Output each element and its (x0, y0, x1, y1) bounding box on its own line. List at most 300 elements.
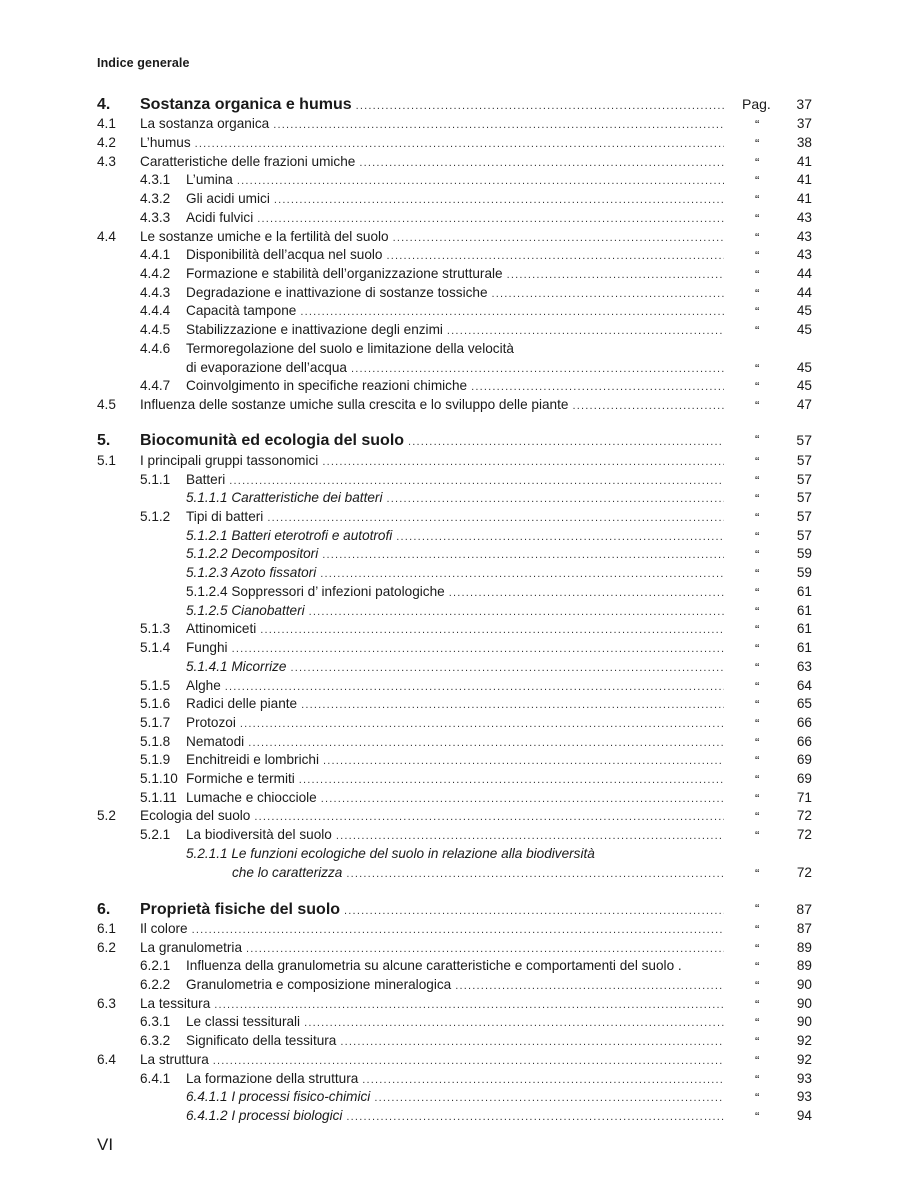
dot-leader (256, 624, 724, 636)
page-number-ref: 71 (796, 790, 812, 805)
section-number: 6.2 (97, 940, 116, 955)
dot-leader (352, 100, 724, 112)
ditto-mark: “ (755, 772, 760, 787)
dot-leader (358, 1074, 724, 1086)
ditto-mark: “ (755, 828, 760, 843)
ditto-mark: “ (755, 922, 760, 937)
ditto-mark: “ (755, 192, 760, 207)
toc-entry[interactable] (0, 135, 904, 154)
section-number: 6.3.2 (140, 1033, 171, 1048)
dot-leader (228, 643, 724, 655)
section-title: Significato della tessitura (186, 1033, 337, 1048)
toc-entry[interactable] (0, 528, 904, 547)
section-title: Funghi (186, 640, 228, 655)
page-number-ref: 90 (796, 1014, 812, 1029)
section-title: Biocomunità ed ecologia del suolo (140, 432, 405, 449)
page-number-ref: 59 (796, 546, 812, 561)
ditto-mark: “ (755, 697, 760, 712)
dot-leader (340, 905, 724, 917)
page-number-ref: 72 (796, 808, 812, 823)
page-number-ref: 93 (796, 1089, 812, 1104)
dot-leader (242, 943, 724, 955)
dot-leader (404, 436, 724, 448)
ditto-mark: “ (755, 791, 760, 806)
section-title: 5.1.2.5 Cianobatteri (186, 603, 305, 618)
section-number: 6. (97, 901, 111, 918)
page-number-ref: 61 (796, 603, 812, 618)
section-title: 5.2.1.1 Le funzioni ecologiche del suolo in relazione alla biodiversità (186, 846, 595, 861)
ditto-mark: “ (755, 491, 760, 506)
toc-entry[interactable] (0, 977, 904, 996)
page-number-ref: 57 (796, 432, 812, 448)
dot-leader (188, 924, 724, 936)
section-title: 6.4.1.1 I processi fisico-chimici (186, 1089, 371, 1104)
section-number: 5.1.3 (140, 621, 171, 636)
section-title: Capacità tampone (186, 303, 297, 318)
section-number: 6.3.1 (140, 1014, 171, 1029)
section-number: 5. (97, 432, 111, 449)
ditto-mark: “ (755, 660, 760, 675)
toc-entry[interactable] (0, 172, 904, 191)
page-number-ref: 69 (796, 771, 812, 786)
ditto-mark: “ (755, 136, 760, 151)
dot-leader (316, 568, 724, 580)
page-number-ref: 64 (796, 678, 812, 693)
page-number-ref: 45 (796, 303, 812, 318)
section-title: Influenza delle sostanze umiche sulla crescita e lo sviluppo delle piante (140, 397, 569, 412)
section-number: 6.4.1 (140, 1071, 171, 1086)
ditto-mark: “ (755, 304, 760, 319)
dot-leader (233, 175, 724, 187)
page-number-ref: 44 (796, 285, 812, 300)
page-number-ref: 90 (796, 996, 812, 1011)
toc-entry[interactable] (0, 715, 904, 734)
dot-leader (319, 755, 724, 767)
toc-entry[interactable] (0, 285, 904, 304)
ditto-mark: “ (755, 1109, 760, 1124)
dot-leader (370, 1092, 724, 1104)
running-header: Indice generale (97, 56, 190, 70)
section-number: 5.1.7 (140, 715, 171, 730)
dot-leader (269, 119, 724, 131)
dot-leader (382, 493, 724, 505)
dot-leader (221, 681, 724, 693)
section-title: di evaporazione dell’acqua (186, 360, 347, 375)
ditto-mark: “ (755, 622, 760, 637)
toc-entry[interactable] (0, 509, 904, 528)
ditto-mark: “ (755, 1034, 760, 1049)
dot-leader (347, 363, 724, 375)
page-abbrev-label: Pag. (742, 96, 771, 112)
toc-entry[interactable] (0, 696, 904, 715)
toc-entry[interactable] (0, 921, 904, 940)
section-title: Radici delle piante (186, 696, 298, 711)
dot-leader (336, 1036, 724, 1048)
dot-leader (263, 512, 724, 524)
page-number-ref: 92 (796, 1052, 812, 1067)
page-number-ref: 61 (796, 640, 812, 655)
toc-entry[interactable] (0, 958, 904, 977)
page-number-ref: 38 (796, 135, 812, 150)
section-title: Il colore (140, 921, 188, 936)
page-number-ref: 43 (796, 229, 812, 244)
toc-entry[interactable] (0, 565, 904, 584)
toc-entry[interactable] (0, 322, 904, 341)
section-number: 5.1.2 (140, 509, 171, 524)
section-title: Tipi di batteri (186, 509, 264, 524)
dot-leader (342, 1111, 724, 1123)
section-number: 4.5 (97, 397, 116, 412)
ditto-mark: “ (755, 398, 760, 413)
dot-leader (445, 587, 724, 599)
toc-entry[interactable] (0, 771, 904, 790)
section-title: Degradazione e inattivazione di sostanze tossiche (186, 285, 488, 300)
toc-entry[interactable] (0, 1071, 904, 1090)
toc-chapter-entry[interactable] (0, 901, 904, 920)
ditto-mark: “ (755, 866, 760, 881)
section-number: 5.1 (97, 453, 116, 468)
page-number-ref: 61 (796, 584, 812, 599)
section-number: 4.2 (97, 135, 116, 150)
page-number-ref: 89 (796, 940, 812, 955)
toc-chapter-entry[interactable] (0, 96, 904, 115)
section-title: Le sostanze umiche e la fertilità del suolo (140, 229, 389, 244)
ditto-mark: “ (755, 641, 760, 656)
section-number: 5.2.1 (140, 827, 171, 842)
toc-entry[interactable] (0, 1033, 904, 1052)
toc-entry[interactable] (0, 453, 904, 472)
dot-leader (451, 980, 724, 992)
section-number: 5.1.9 (140, 752, 171, 767)
page-number-ref: 89 (796, 958, 812, 973)
section-title: 5.1.2.2 Decompositori (186, 546, 319, 561)
toc-entry[interactable] (0, 116, 904, 135)
section-title: Coinvolgimento in specifiche reazioni chimiche (186, 378, 468, 393)
toc-entry[interactable] (0, 1108, 904, 1127)
section-title: Stabilizzazione e inattivazione degli enzimi (186, 322, 443, 337)
page-number-ref: 43 (796, 247, 812, 262)
section-number: 4.1 (97, 116, 116, 131)
section-title: Disponibilità dell’acqua nel suolo (186, 247, 383, 262)
section-title: La biodiversità del suolo (186, 827, 332, 842)
dot-leader (191, 138, 724, 150)
dot-leader (210, 999, 724, 1011)
ditto-mark: “ (755, 473, 760, 488)
toc-entry[interactable] (0, 846, 904, 865)
toc-entry[interactable] (0, 266, 904, 285)
toc-entry[interactable] (0, 621, 904, 640)
dot-leader (318, 549, 724, 561)
page-number-ref: 87 (796, 921, 812, 936)
section-title: Alghe (186, 678, 221, 693)
ditto-mark: “ (755, 959, 760, 974)
ditto-mark: “ (755, 997, 760, 1012)
toc-entry[interactable] (0, 827, 904, 846)
ditto-mark: “ (755, 286, 760, 301)
toc-entry[interactable] (0, 378, 904, 397)
ditto-mark: “ (755, 978, 760, 993)
section-number: 4.4.2 (140, 266, 171, 281)
section-title: Formiche e termiti (186, 771, 295, 786)
section-title: La formazione della struttura (186, 1071, 359, 1086)
page-number-ref: 41 (796, 154, 812, 169)
section-number: 5.1.11 (140, 790, 177, 805)
dot-leader (318, 456, 724, 468)
page-number-ref: 57 (796, 528, 812, 543)
dot-leader (488, 288, 724, 300)
dot-leader (286, 662, 724, 674)
section-number: 6.3 (97, 996, 116, 1011)
section-number: 6.2.1 (140, 958, 171, 973)
ditto-mark: “ (755, 716, 760, 731)
ditto-mark: “ (755, 604, 760, 619)
section-number: 6.4 (97, 1052, 116, 1067)
toc-entry[interactable] (0, 229, 904, 248)
dot-leader (392, 531, 724, 543)
page-number-ref: 45 (796, 322, 812, 337)
ditto-mark: “ (755, 211, 760, 226)
dot-leader (236, 718, 724, 730)
ditto-mark: “ (755, 323, 760, 338)
ditto-mark: “ (755, 361, 760, 376)
dot-leader (305, 606, 724, 618)
ditto-mark: “ (755, 735, 760, 750)
section-title: Acidi fulvici (186, 210, 254, 225)
toc-entry[interactable] (0, 659, 904, 678)
section-number: 5.1.1 (140, 472, 171, 487)
dot-leader (270, 194, 724, 206)
dot-leader (295, 774, 724, 786)
toc-entry[interactable] (0, 1089, 904, 1108)
dot-leader (296, 306, 724, 318)
section-number: 4.4.3 (140, 285, 171, 300)
page-number-ref: 87 (796, 901, 812, 917)
section-title: 6.4.1.2 I processi biologici (186, 1108, 343, 1123)
ditto-mark: “ (755, 248, 760, 263)
toc-entry[interactable] (0, 397, 904, 416)
ditto-mark: “ (755, 173, 760, 188)
section-number: 4.3 (97, 154, 116, 169)
section-number: 5.1.4 (140, 640, 171, 655)
section-number: 4.4.5 (140, 322, 171, 337)
toc-entry[interactable] (0, 154, 904, 173)
toc-entry[interactable] (0, 678, 904, 697)
dot-leader (467, 381, 724, 393)
section-title: 5.1.1.1 Caratteristiche dei batteri (186, 490, 383, 505)
page-number-ref: 41 (796, 191, 812, 206)
ditto-mark: “ (755, 432, 760, 447)
toc-entry[interactable] (0, 1014, 904, 1033)
section-title: Influenza della granulometria su alcune caratteristiche e comportamenti del suolo . (186, 958, 682, 973)
section-title: 5.1.4.1 Micorrize (186, 659, 287, 674)
page-number-ref: 57 (796, 453, 812, 468)
ditto-mark: “ (755, 547, 760, 562)
section-title: Attinomiceti (186, 621, 257, 636)
page-number-ref: 57 (796, 490, 812, 505)
ditto-mark: “ (755, 267, 760, 282)
toc-entry[interactable] (0, 360, 904, 379)
toc-entry[interactable] (0, 247, 904, 266)
page-number-ref: 43 (796, 210, 812, 225)
dot-leader (389, 232, 724, 244)
section-number: 4.3.1 (140, 172, 171, 187)
section-title: L’humus (140, 135, 191, 150)
page-number-ref: 69 (796, 752, 812, 767)
ditto-mark: “ (755, 1053, 760, 1068)
page-number-ref: 66 (796, 734, 812, 749)
ditto-mark: “ (755, 1072, 760, 1087)
dot-leader (300, 1017, 724, 1029)
dot-leader (317, 793, 724, 805)
section-number: 4. (97, 96, 111, 113)
ditto-mark: “ (755, 585, 760, 600)
section-title: 5.1.2.3 Azoto fissatori (186, 565, 317, 580)
toc-entry[interactable] (0, 210, 904, 229)
toc-chapter-entry[interactable] (0, 432, 904, 451)
section-title: Batteri (186, 472, 226, 487)
ditto-mark: “ (755, 379, 760, 394)
ditto-mark: “ (755, 117, 760, 132)
page-number: VI (97, 1135, 114, 1154)
dot-leader (225, 475, 724, 487)
section-title: Granulometria e composizione mineralogica (186, 977, 452, 992)
section-number: 4.4.6 (140, 341, 171, 356)
section-number: 4.4.1 (140, 247, 171, 262)
dot-leader (503, 269, 724, 281)
section-number: 6.2.2 (140, 977, 171, 992)
toc-entry[interactable] (0, 341, 904, 360)
section-title: Lumache e chiocciole (186, 790, 317, 805)
section-title: La struttura (140, 1052, 209, 1067)
page-number-ref: 44 (796, 266, 812, 281)
toc-entry[interactable] (0, 734, 904, 753)
ditto-mark: “ (755, 753, 760, 768)
toc-entry[interactable] (0, 940, 904, 959)
toc-entry[interactable] (0, 752, 904, 771)
section-number: 5.2 (97, 808, 116, 823)
toc-entry[interactable] (0, 603, 904, 622)
section-number: 4.4.4 (140, 303, 171, 318)
dot-leader (332, 830, 724, 842)
toc-entry[interactable] (0, 790, 904, 809)
page-number-ref: 92 (796, 1033, 812, 1048)
page-number-ref: 72 (796, 827, 812, 842)
section-title: Sostanza organica e humus (140, 96, 352, 113)
section-title: Caratteristiche delle frazioni umiche (140, 154, 356, 169)
section-number: 4.3.2 (140, 191, 171, 206)
toc-entry[interactable] (0, 640, 904, 659)
page-number-ref: 66 (796, 715, 812, 730)
page-number-ref: 59 (796, 565, 812, 580)
page-number-ref: 45 (796, 360, 812, 375)
section-title: 5.1.2.4 Soppressori d’ infezioni patologiche (186, 584, 445, 599)
section-number: 5.1.8 (140, 734, 171, 749)
page-number-ref: 90 (796, 977, 812, 992)
ditto-mark: “ (755, 155, 760, 170)
dot-leader (568, 400, 724, 412)
section-title: La tessitura (140, 996, 211, 1011)
ditto-mark: “ (755, 454, 760, 469)
toc-entry[interactable] (0, 996, 904, 1015)
toc-entry[interactable] (0, 546, 904, 565)
toc-entry[interactable] (0, 472, 904, 491)
section-title: Protozoi (186, 715, 236, 730)
ditto-mark: “ (755, 529, 760, 544)
section-title: La granulometria (140, 940, 243, 955)
ditto-mark: “ (755, 901, 760, 916)
page-number-ref: 41 (796, 172, 812, 187)
section-number: 6.1 (97, 921, 116, 936)
page-number-ref: 47 (796, 397, 812, 412)
toc-entry[interactable] (0, 490, 904, 509)
dot-leader (443, 325, 724, 337)
ditto-mark: “ (755, 809, 760, 824)
dot-leader (382, 250, 724, 262)
toc-entry[interactable] (0, 865, 904, 884)
ditto-mark: “ (755, 941, 760, 956)
section-number: 4.4 (97, 229, 116, 244)
page-number-ref: 57 (796, 509, 812, 524)
ditto-mark: “ (755, 1015, 760, 1030)
section-number: 4.3.3 (140, 210, 171, 225)
toc-entry[interactable] (0, 808, 904, 827)
section-title: Nematodi (186, 734, 245, 749)
dot-leader (253, 213, 724, 225)
page-number-ref: 57 (796, 472, 812, 487)
page-number-ref: 61 (796, 621, 812, 636)
section-title: L’umina (186, 172, 233, 187)
toc-entry[interactable] (0, 584, 904, 603)
dot-leader (355, 157, 724, 169)
section-title: La sostanza organica (140, 116, 270, 131)
ditto-mark: “ (755, 566, 760, 581)
section-title: Termoregolazione del suolo e limitazione della velocità (186, 341, 514, 356)
toc-entry[interactable] (0, 303, 904, 322)
section-title: I principali gruppi tassonomici (140, 453, 319, 468)
ditto-mark: “ (755, 230, 760, 245)
dot-leader (244, 737, 724, 749)
section-title: 5.1.2.1 Batteri eterotrofi e autotrofi (186, 528, 393, 543)
section-title: Ecologia del suolo (140, 808, 251, 823)
section-title: Le classi tessiturali (186, 1014, 301, 1029)
page-number-ref: 93 (796, 1071, 812, 1086)
section-number: 5.1.10 (140, 771, 178, 786)
dot-leader (209, 1055, 724, 1067)
toc-entry[interactable] (0, 1052, 904, 1071)
dot-leader (250, 811, 724, 823)
section-title: che lo caratterizza (232, 865, 343, 880)
ditto-mark: “ (755, 510, 760, 525)
page-number-ref: 65 (796, 696, 812, 711)
page-number-ref: 45 (796, 378, 812, 393)
section-number: 4.4.7 (140, 378, 171, 393)
page-number-ref: 94 (796, 1108, 812, 1123)
ditto-mark: “ (755, 679, 760, 694)
toc-entry[interactable] (0, 191, 904, 210)
ditto-mark: “ (755, 1090, 760, 1105)
page-number-ref: 37 (796, 96, 812, 112)
dot-leader (342, 868, 724, 880)
dot-leader (297, 699, 724, 711)
section-number: 5.1.6 (140, 696, 171, 711)
section-title: Gli acidi umici (186, 191, 270, 206)
section-title: Enchitreidi e lombrichi (186, 752, 319, 767)
page-number-ref: 72 (796, 865, 812, 880)
page-number-ref: 63 (796, 659, 812, 674)
section-title: Formazione e stabilità dell’organizzazione strutturale (186, 266, 503, 281)
section-title: Proprietà fisiche del suolo (140, 901, 341, 918)
section-number: 5.1.5 (140, 678, 171, 693)
